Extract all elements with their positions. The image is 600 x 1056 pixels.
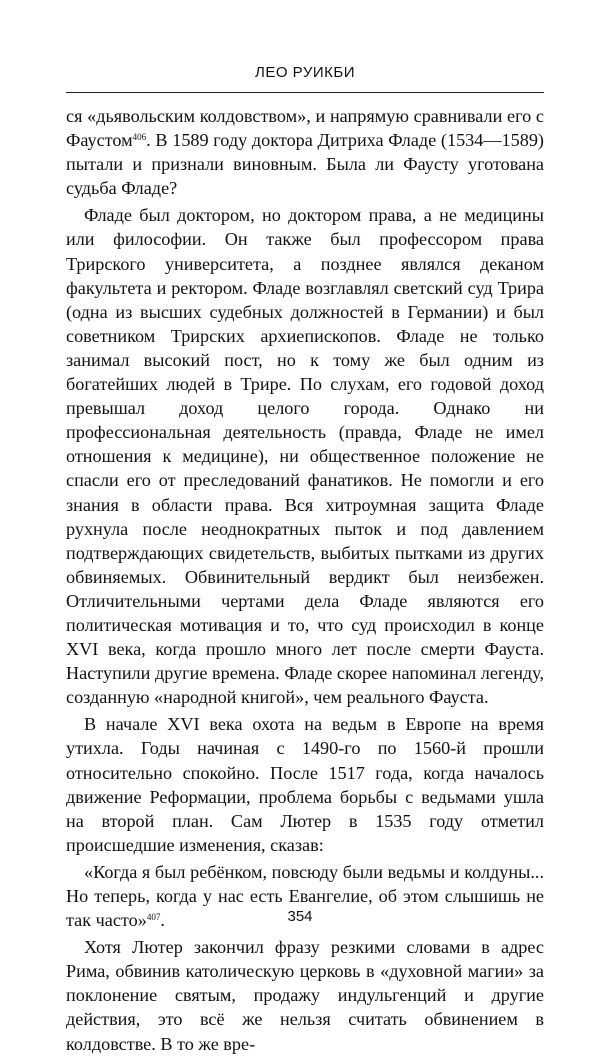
footnote-ref-407[interactable]: 407: [146, 912, 161, 923]
quotation-end: .: [160, 910, 165, 931]
paragraph-3: В начале XVI века охота на ведьм в Европе на время утихла. Годы начиная с 1490-го по 1560-й прошли относительно спокойно. После 1517 года, когда началось движение Реформации, проблема борьбы с ведьмами ушла на второй план. Сам Лютер в 1535 году отметил происшедшие изменения, сказав:: [66, 714, 544, 855]
paragraph-4: Хотя Лютер закончил фразу резкими словами в адрес Рима, обвинив католическую церковь в «духовной магии» за поклонение святым, продажу индульгенций и другие действия, это всё же нельзя считать обвинением в колдовстве. В то же вре-: [66, 937, 544, 1054]
running-header: ЛЕО РУИКБИ: [254, 64, 356, 81]
paragraph-2: Фладе был доктором, но доктором права, а не медицины или философии. Он также был профессором права Трирского университета, а позднее являлся деканом факультета и ректором. Фладе возглавлял светский суд Трира (одна из высших судебных должностей в Германии) и был советником Трирских архиепископов. Фладе не только занимал высокий пост, но к тому же был одним из богатейших людей в Трире. По слухам, его годовой доход превышал доход целого города. Однако ни профессиональная деятельность (правда, Фладе не имел отношения к медицине), ни общественное положение не спасли его от преследований фанатиков. Не помогли и его знания в области права. Вся хитроумная защита Фладе рухнула после неоднократных пыток и под давлением подтверждающих свидетельств, выбитых пытками из других обвиняемых. Обвинительный вердикт был неизбежен. Отличительными чертами дела Фладе являются его политическая мотивация и то, что суд происходил в конце XVI века, когда прошло много лет после смерти Фауста. Наступили другие времена. Фладе скорее напоминал легенду, созданную «народной книгой», чем реального Фауста.: [66, 205, 544, 708]
paragraph-1-part-a: ся «дьявольским колдовством», и напрямую сравнивали его с Фаустом: [66, 106, 544, 151]
header-rule: [66, 92, 544, 93]
paragraph-continued: [66, 104, 544, 200]
footnote-ref-406[interactable]: 406: [132, 132, 147, 143]
quotation-text: «Когда я был ребёнком, повсюду были ведьмы и колдуны... Но теперь, когда у нас есть Евангелие, об этом слышишь не так часто»: [66, 861, 544, 931]
page-number: 354: [287, 908, 313, 925]
paragraph-1-part-b: . В 1589 году доктора Дитриха Фладе (1534—1589) пытали и признали виновным. Была ли Фаусту уготована судьба Фладе?: [66, 130, 544, 199]
